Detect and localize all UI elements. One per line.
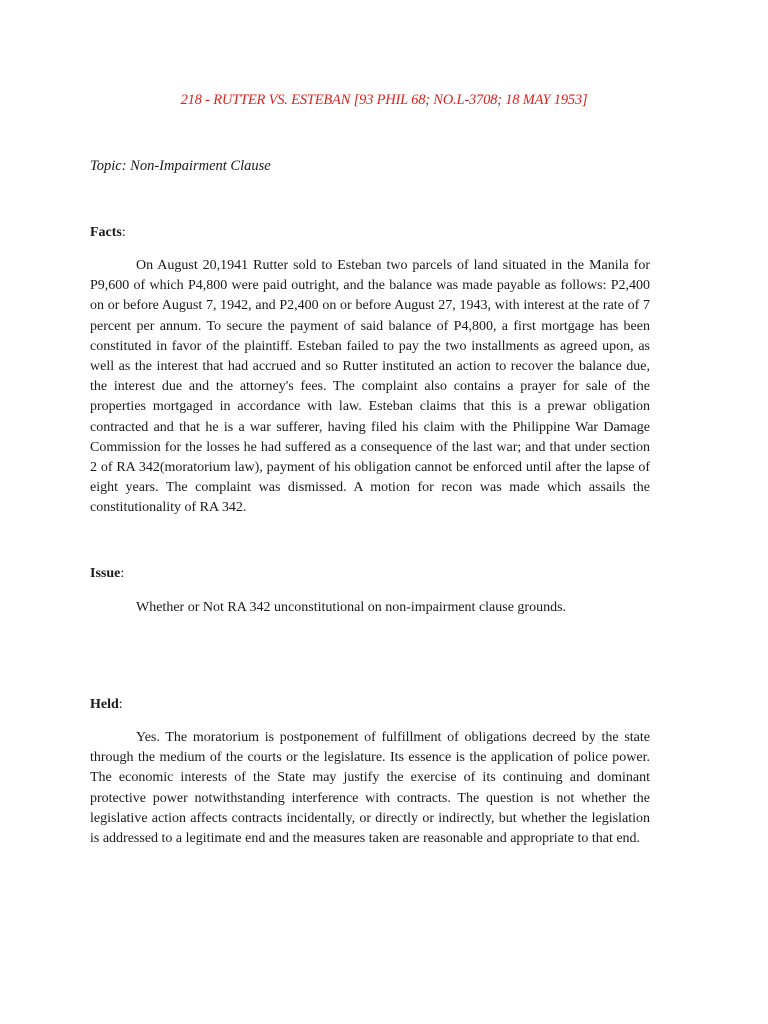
- facts-heading-label: Facts: [90, 225, 122, 240]
- topic-line: Topic: Non-Impairment Clause: [90, 158, 271, 174]
- facts-heading: [90, 225, 126, 241]
- issue-heading: [90, 566, 124, 582]
- held-heading-colon: :: [118, 697, 123, 712]
- held-heading-label: Held: [90, 697, 119, 712]
- facts-heading-colon: :: [121, 225, 126, 240]
- issue-heading-colon: :: [120, 566, 125, 581]
- issue-paragraph: Whether or Not RA 342 unconstitutional on non-impairment clause grounds.: [136, 600, 567, 615]
- facts-paragraph: On August 20,1941 Rutter sold to Esteban two parcels of land situated in the Manila for P9,600 of which P4,800 were paid outright, and the balance was made payable as follows: P2,400 on or before August 7, 1942, and P2,400 on or before August 27, 1943, with interest at the rate of 7 percent per annum. To secure the payment of said balance of P4,800, a first mortgage has been constituted in favor of the plaintiff. Esteban failed to pay the two installments as agreed upon, as well as the interest that had accrued and so Rutter instituted an action to recover the balance due, the interest due and the attorney's fees. The complaint also contains a prayer for sale of the properties mortgaged in accordance with law. Esteban claims that this is a prewar obligation contracted and that he is a war sufferer, having filed his claim with the Philippine War Damage Commission for the losses he had suffered as a consequence of the last war; and that under section 2 of RA 342(moratorium law), payment of his obligation cannot be enforced until after the lapse of eight years. The complaint was dismissed. A motion for recon was made which assails the constitutionality of RA 342.: [90, 258, 650, 516]
- case-title: 218 - RUTTER VS. ESTEBAN [93 PHIL 68; NO.L-3708; 18 MAY 1953]: [180, 92, 588, 108]
- held-paragraph: Yes. The moratorium is postponement of fulfillment of obligations decreed by the state through the medium of the courts or the legislature. Its essence is the application of police power. The economic interests of the State may justify the exercise of its continuing and dominant protective power notwithstanding interference with contracts. The question is not whether the legislative action affects contracts incidentally, or directly or indirectly, but whether the legislation is addressed to a legitimate end and the measures taken are reasonable and appropriate to that end.: [90, 730, 650, 847]
- issue-heading-label: Issue: [90, 566, 121, 581]
- held-heading: [90, 697, 123, 713]
